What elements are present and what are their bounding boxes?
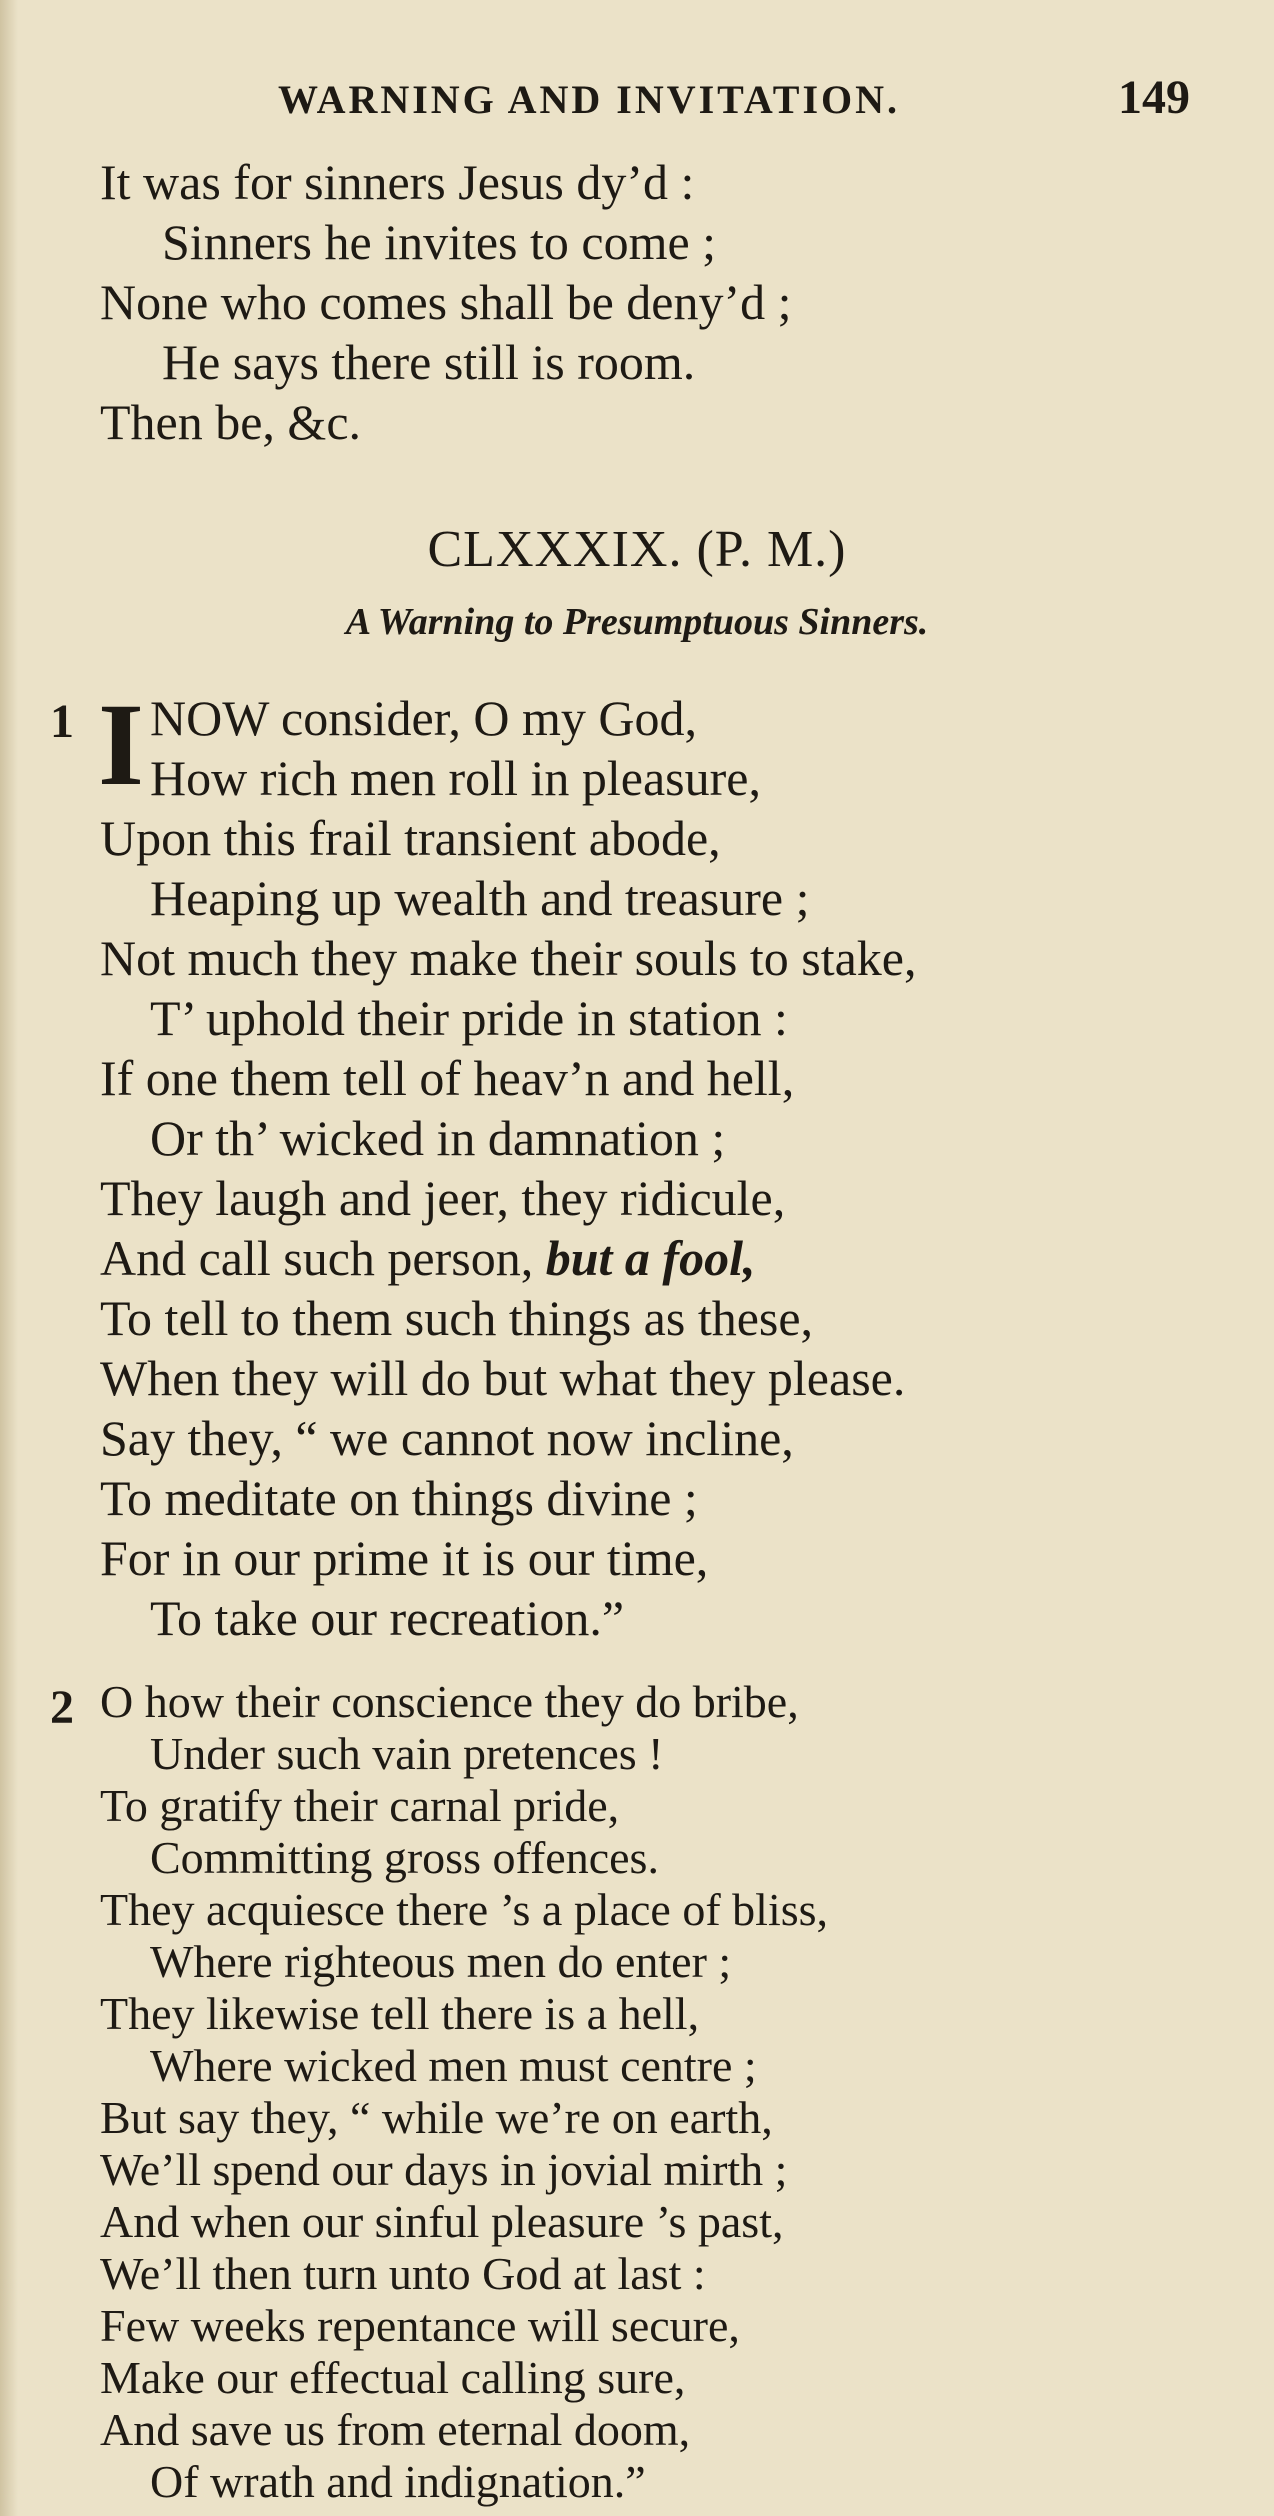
verse-line: Heaping up wealth and treasure ; (150, 870, 810, 926)
carryover-line: Then be, &c. (100, 394, 362, 450)
verse-line: Not much they make their souls to stake, (100, 930, 917, 986)
verse-line: They acquiesce there ’s a place of bliss, (100, 1884, 829, 1935)
verse-line: Say they, “ we cannot now incline, (100, 1410, 794, 1466)
page-header (0, 70, 1274, 130)
verse-line: But say they, “ while we’re on earth, (100, 2092, 773, 2143)
verse-number: 1 (50, 695, 74, 748)
verse-line: How rich men roll in pleasure, (150, 750, 761, 806)
verse-number: 2 (50, 1681, 74, 1734)
verse-line: They laugh and jeer, they ridicule, (100, 1170, 786, 1226)
verse-line: Where righteous men do enter ; (150, 1936, 732, 1987)
page-number: 149 (1118, 71, 1190, 124)
hymn-subtitle: A Warning to Presumptuous Sinners. (345, 601, 929, 643)
verse-line: T’ uphold their pride in station : (150, 990, 788, 1046)
carryover-line: He says there still is room. (162, 334, 696, 390)
verse-line: And when our sinful pleasure ’s past, (100, 2196, 784, 2247)
verse-line: Where wicked men must centre ; (150, 2040, 757, 2091)
verse-line-emphasis: but a fool, (545, 1230, 756, 1286)
page-gutter-shadow (0, 0, 18, 2516)
verse-line: Of wrath and indignation.” (150, 2456, 646, 2507)
carryover-line: It was for sinners Jesus dy’d : (100, 154, 695, 210)
verse-line: To take our recreation.” (150, 1590, 625, 1646)
verse-line: For in our prime it is our time, (100, 1530, 709, 1586)
drop-cap: I (98, 679, 144, 810)
verse-line: Under such vain pretences ! (150, 1728, 664, 1779)
verse-line: To meditate on things divine ; (100, 1470, 698, 1526)
carryover-line: None who comes shall be deny’d ; (100, 274, 792, 330)
verse-line: O how their conscience they do bribe, (100, 1676, 799, 1727)
verse-line: To gratify their carnal pride, (100, 1780, 620, 1831)
verse-line: We’ll then turn unto God at last : (100, 2248, 706, 2299)
verse-line: Make our effectual calling sure, (100, 2352, 686, 2403)
verse-line: When they will do but what they please. (100, 1350, 906, 1406)
verse-line: Few weeks repentance will secure, (100, 2300, 740, 2351)
verse-line: If one them tell of heav’n and hell, (100, 1050, 795, 1106)
running-head: WARNING AND INVITATION. (278, 77, 901, 122)
verse-line: Or th’ wicked in damnation ; (150, 1110, 726, 1166)
verse-line: To tell to them such things as these, (100, 1290, 814, 1346)
verse-line (100, 1228, 755, 1288)
verse-line-text: And call such person, (100, 1230, 534, 1286)
verse-line: Upon this frail transient abode, (100, 810, 721, 866)
hymn-number: CLXXXIX. (P. M.) (427, 521, 847, 578)
verse-line: And save us from eternal doom, (100, 2404, 691, 2455)
verse-line: Committing gross offences. (150, 1832, 659, 1883)
verse-line: They likewise tell there is a hell, (100, 1988, 700, 2039)
verse-line: NOW consider, O my God, (150, 690, 697, 746)
carryover-line: Sinners he invites to come ; (162, 214, 717, 270)
verse-line: We’ll spend our days in jovial mirth ; (100, 2144, 788, 2195)
